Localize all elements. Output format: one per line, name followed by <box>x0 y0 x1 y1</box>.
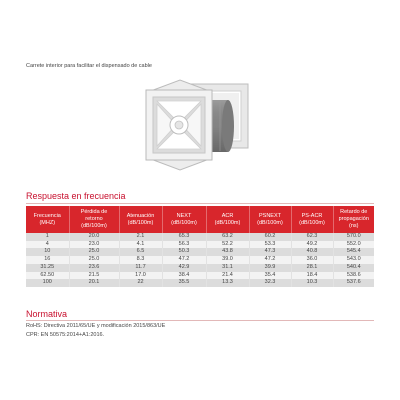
table-cell: 47.2 <box>249 256 291 264</box>
col-header-ps-acr: PS-ACR (dB/100m) <box>291 206 333 233</box>
table-cell: 49.2 <box>291 241 333 249</box>
table-cell: 22 <box>119 279 162 287</box>
response-section-divider <box>26 203 374 204</box>
table-cell: 16 <box>26 256 69 264</box>
normativa-section-title: Normativa <box>26 309 68 319</box>
table-cell: 1 <box>26 233 69 241</box>
table-row <box>26 233 374 241</box>
normativa-section-divider <box>26 320 374 321</box>
table-cell: 31.25 <box>26 264 69 272</box>
table-cell: 60.2 <box>249 233 291 241</box>
table-cell: 39.9 <box>249 264 291 272</box>
table-cell: 50.3 <box>162 248 206 256</box>
table-row <box>26 256 374 264</box>
table-cell: 21.5 <box>69 272 119 280</box>
table-row <box>26 248 374 256</box>
table-cell: 20.0 <box>69 233 119 241</box>
table-cell: 47.3 <box>249 248 291 256</box>
table-cell: 62.50 <box>26 272 69 280</box>
table-cell: 28.1 <box>291 264 333 272</box>
table-cell: 38.4 <box>162 272 206 280</box>
table-cell: 25.0 <box>69 248 119 256</box>
table-cell: 100 <box>26 279 69 287</box>
table-cell: 545.4 <box>333 248 374 256</box>
table-header-row <box>26 206 374 233</box>
col-header-acr: ACR (dB/100m) <box>206 206 249 233</box>
table-cell: 36.0 <box>291 256 333 264</box>
table-cell: 62.3 <box>291 233 333 241</box>
table-cell: 56.3 <box>162 241 206 249</box>
table-cell: 18.4 <box>291 272 333 280</box>
table-cell: 35.5 <box>162 279 206 287</box>
reel-caption: Carrete interior para facilitar el dispensado de cable <box>26 63 152 69</box>
table-cell: 20.1 <box>69 279 119 287</box>
table-row <box>26 264 374 272</box>
table-cell: 6.5 <box>119 248 162 256</box>
table-cell: 8.3 <box>119 256 162 264</box>
table-cell: 52.2 <box>206 241 249 249</box>
table-cell: 35.4 <box>249 272 291 280</box>
table-cell: 13.3 <box>206 279 249 287</box>
table-cell: 538.6 <box>333 272 374 280</box>
cable-reel-illustration <box>0 0 400 180</box>
table-cell: 570.0 <box>333 233 374 241</box>
table-cell: 32.3 <box>249 279 291 287</box>
table-cell: 47.2 <box>162 256 206 264</box>
col-header-perdida-retorno: Pérdida de retorno (dB/100m) <box>69 206 119 233</box>
table-cell: 543.0 <box>333 256 374 264</box>
col-header-next: NEXT (dB/100m) <box>162 206 206 233</box>
table-cell: 23.0 <box>69 241 119 249</box>
reel-front-flange <box>146 80 212 170</box>
table-cell: 53.3 <box>249 241 291 249</box>
col-header-atenuacion: Atenuación (dB/100m) <box>119 206 162 233</box>
table-cell: 63.2 <box>206 233 249 241</box>
table-cell: 43.8 <box>206 248 249 256</box>
frequency-response-table <box>26 206 374 287</box>
response-section-title: Respuesta en frecuencia <box>26 191 126 201</box>
normativa-cpr-line: CPR: EN 50575:2014+A1:2016. <box>26 332 105 338</box>
table-cell: 21.4 <box>206 272 249 280</box>
table-cell: 4.1 <box>119 241 162 249</box>
table-cell: 31.1 <box>206 264 249 272</box>
table-cell: 25.0 <box>69 256 119 264</box>
table-cell: 4 <box>26 241 69 249</box>
table-cell: 537.6 <box>333 279 374 287</box>
table-cell: 2.1 <box>119 233 162 241</box>
table-cell: 23.6 <box>69 264 119 272</box>
table-cell: 540.4 <box>333 264 374 272</box>
table-cell: 11.7 <box>119 264 162 272</box>
table-cell: 10.3 <box>291 279 333 287</box>
col-header-frecuencia: Frecuencia (MHZ) <box>26 206 69 233</box>
table-cell: 40.8 <box>291 248 333 256</box>
col-header-retardo: Retardo de propagación (ns) <box>333 206 374 233</box>
normativa-rohs-line: RoHS: Directiva 2011/65/UE y modificación 2015/863/UE <box>26 323 166 329</box>
table-cell: 552.0 <box>333 241 374 249</box>
table-row <box>26 272 374 280</box>
table-cell: 10 <box>26 248 69 256</box>
table-row <box>26 241 374 249</box>
table-cell: 17.0 <box>119 272 162 280</box>
table-cell: 42.9 <box>162 264 206 272</box>
table-cell: 39.0 <box>206 256 249 264</box>
table-cell: 65.3 <box>162 233 206 241</box>
col-header-psnext: PSNEXT (dB/100m) <box>249 206 291 233</box>
table-row <box>26 279 374 287</box>
